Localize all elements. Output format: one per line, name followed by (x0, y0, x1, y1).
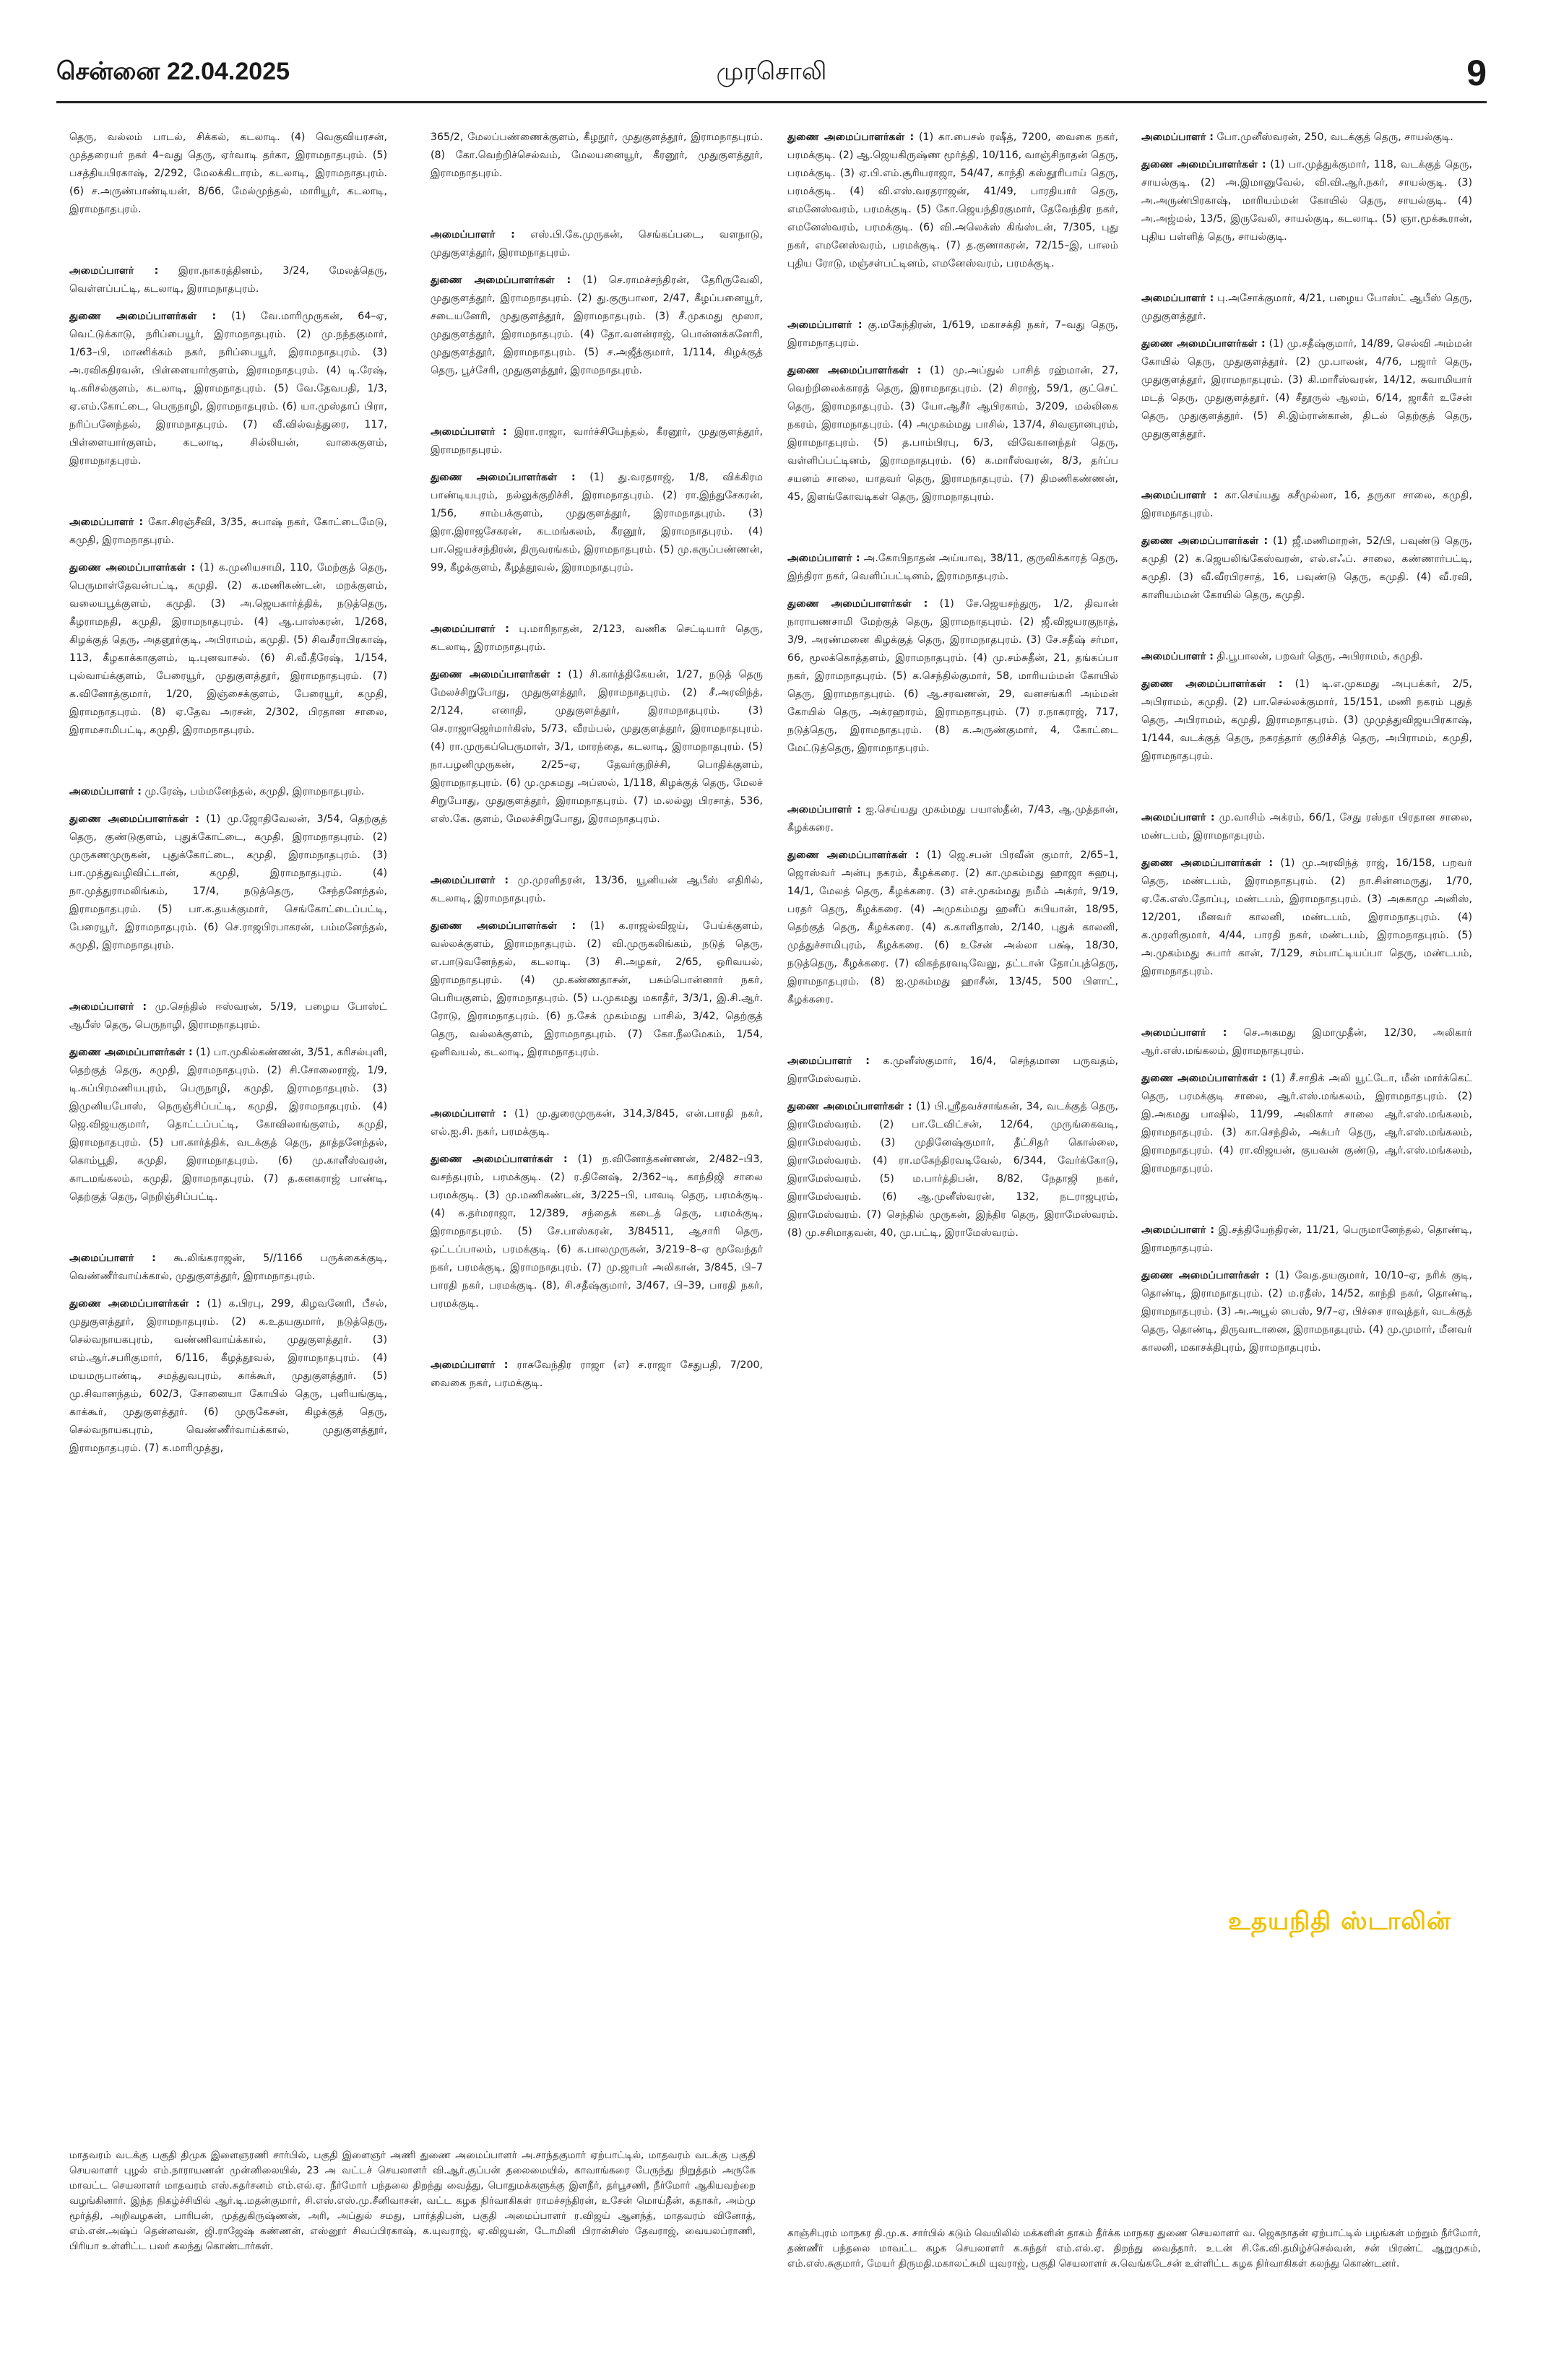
organizer (431, 620, 763, 657)
organizer-text: பு.மாரிநாதன், 2/123, வணிக செட்டியார் தெரு, கடலாடி, இராமநாதபுரம். (431, 623, 764, 653)
deputy-organizers-text: (1) சே.ஜெயசந்துரு, 1/2, திவான் நாராயணசாமி மேற்குத் தெரு, இராமநாதபுரம். (2) ஜீ.விஜயரகுநாத், 3/9, அரண்மனை கிழக்குத் தெரு, இராமநாதபுரம். (3) சே.சதீஷ் சர்மா, 66, மூலக்கொத்தளம், இராமநாதபுரம். (4) மு.சம்சுதீன், 21, தங்கப்பா நகர், இராமநாதபுரம். (5) க.செந்தில்குமார், 58, மாரியம்மன் கோயில் தெரு, இராமநாதபுரம். (6) ஆ.சரவணன், 29, வனசங்கரி அம்மன் கோயில் தெரு, அக்ரஹாரம், இராமநாதபுரம். (7) ர.நாகராஜ், 717, நடுத்தெரு, இராமநாதபுரம். (8) க.அருண்குமார், 4, கோட்டை மேட்டுத்தெரு, இராமநாதபுரம். (787, 598, 1118, 754)
organizer (787, 801, 1118, 837)
deputy-organizers-text: (1) சீ.சாதிக் அலி யூட்டோ, மீன் மார்க்கெட் தெரு, பரமக்குடி சாலை, ஆர்.எஸ்.மங்கலம், இராமநாதபுரம். (2) இ.அகமது பாஷில், 11/99, அலிகார் சாலை ஆர்.எஸ்.மங்கலம், இராமநாதபுரம். (3) கா.செந்தில், அக்பர் தெரு, ஆர்.எஸ்.மங்கலம், இராமநாதபுரம். (4) ரா.விஜயன், குயவன் குண்டு, ஆர்.எஸ்.மங்கலம், இராமநாதபுரம். (1141, 1073, 1473, 1174)
organizer-text: மு.செந்தில் ஈஸ்வரன், 5/19, பழைய போஸ்ட் ஆபீஸ் தெரு, பெருநாழி, இராமநாதபுரம். (69, 1001, 387, 1031)
deputy-organizers (787, 595, 1118, 758)
deputy-organizers (431, 917, 763, 1062)
deputy-organizers-text: (1) க.பிரபு, 299, கிழவனேரி, பீசல், முதுகுளத்தூர், இராமநாதபுரம். (2) க.உதயகுமார், நடுத்தெரு, செல்வநாயகபுரம், வண்ணிவாய்க்கால், முதுகுளத்தூர். (3) எம்.ஆர்.சபரிகுமார், 6/116, கீழத்தூவல், இராமநாதபுரம். (4) மயமருபாண்டி, சமத்துவபுரம், காக்கூர், முதுகுளத்தூர். (5) மு.சிவானந்தம், 602/3, சோனையா கோயில் தெரு, புளியங்குடி, காக்கூர், முதுகுளத்தூர். (6) முருகேசன், கிழக்குத் தெரு, செல்வநாயகபுரம், வெண்ணீர்வாய்க்கால், முதுகுளத்தூர், இராமநாதபுரம். (7) க.மாரிமுத்து, (69, 1298, 387, 1454)
organizer-text: இரா.நாகரத்தினம், 3/24, மேலத்தெரு, வெள்ளப்பட்டி, கடலாடி, இராமநாதபுரம். (69, 265, 388, 295)
appointment-block (787, 129, 1118, 273)
deputy-organizers-text: (1) க.முனியசாமி, 110, மேற்குத் தெரு, பெருமாள்தேவன்பட்டி, கமுதி. (2) க.மணிகண்டன், மறக்குளம், வலையபூக்குளம், கமுதி. (3) அ.ஜெயகார்த்திக், நடுத்தெரு, கீழராமநதி, கமுதி, இராமநாதபுரம். (4) ஆ.பாஸ்கரன், 1/268, கிழக்குத் தெரு, அதனூர்குடி, அபிராமம், கமுதி. (5) சிவசீராபிரகாஷ், 113, கீழகாக்காகுளம், டி.புனவாசல். (6) சி.வீ.தீரேஷ், 1/154, புல்வாய்க்குளம், பேரையூர், முதுகுளத்தூர், இராமநாதபுரம். (7) க.வினோத்குமார், 1/20, இஞ்சைக்குளம், பேரையூர், கமுதி, இராமநாதபுரம். (8) ஏ.தேவ அரசன், 2/302, பிரதான சாலை, இராமசாமிபட்டி, கமுதி, இராமநாதபுரம். (69, 562, 387, 736)
deputy-organizers (1141, 532, 1472, 605)
organizer-label: அமைப்பாளர் : (787, 319, 863, 331)
organizer-text: கா.செய்யது கசீமுல்லா, 16, தருகா சாலை, கமுதி, இராமநாதபுரம். (1141, 490, 1473, 519)
organizer (787, 550, 1118, 586)
column-1 (69, 129, 387, 1501)
deputy-organizers (1141, 156, 1472, 246)
appointment-block (431, 620, 763, 828)
organizer-text: அ.கோபிநாதன் அய்யாவு, 38/11, குருவிக்காரத் தெரு, இந்திரா நகர், வெளிப்பட்டினம், இராமநாதபுரம். (787, 553, 1118, 582)
organizer-text: பு.அசோக்குமார், 4/21, பழைய போஸ்ட் ஆபீஸ் தெரு, முதுகுளத்தூர். (1141, 293, 1473, 322)
signature: உதயநிதி ஸ்டாலின் (1228, 1907, 1451, 1936)
organizer (431, 423, 763, 459)
organizer-text: ராசுவேந்திர ராஜா (எ) ச.ராஜா சேதுபதி, 7/200, வைகை நகர், பரமக்குடி. (431, 1359, 764, 1389)
organizer (1141, 809, 1472, 845)
organizer (787, 1052, 1118, 1089)
deputy-organizers (1141, 1070, 1472, 1178)
deputy-organizers-label: துணை அமைப்பாளர்கள் : (431, 472, 576, 483)
deputy-organizers-text: (1) செ.ராமச்சந்திரன், தேரிருவேலி, முதுகுளத்தூர், இராமநாதபுரம். (2) து.குருபாலா, 2/47, கீழப்பனையூர், சடையனேரி, முதுகுளத்தூர், இராமநாதபுரம். (3) சீ.முகமது மூஸா, முதுகுளத்தூர், இராமநாதபுரம். (4) தோ.வளன்ராஜ், பொன்னக்கனேரி, முதுகுளத்தூர், இராமநாதபுரம். (5) ச.அஜீத்குமார், 1/114, கிழக்குத் தெரு, பூச்சேரி, முதுகுளத்தூர், இராமநாதபுரம். (431, 274, 763, 376)
organizer-label: அமைப்பாளர் : (431, 1108, 507, 1120)
appointment-block (431, 872, 763, 1062)
deputy-organizers-label: துணை அமைப்பாளர்கள் : (787, 598, 928, 610)
deputy-organizers-text: (1) ஜீ.மணிமாறன், 52/பி, பவுண்டு தெரு, கமுதி (2) க.ஜெயலிங்கேஸ்வரன், எல்.எஃப். சாலை, கண்ணார்பட்டி, கமுதி. (3) வீ.வீரபிரசாத், 16, பவுண்டு தெரு, கமுதி. (4) வீ.ரவி, காளியம்மன் கோயில் தெரு, கமுதி. (1141, 535, 1473, 601)
organizer-label: அமைப்பாளர் : (69, 516, 144, 528)
deputy-organizers-label: துணை அமைப்பாளர்கள் : (787, 365, 922, 376)
deputy-organizers-text: (1) மு.சதீஷ்குமார், 14/89, செல்வி அம்மன் கோயில் தெரு, முதுகுளத்தூர். (2) மு.பாலன், 4/76, பஜார் தெரு, முதுகுளத்தூர், இராமநாதபுரம். (3) கி.மாரீஸ்வரன், 14/12, சுவாமியார் மடத் தெரு, முதுகுளத்தூர். (4) சீதூருல் ஆலம், 6/14, ஜாகீர் உசேன் தெரு, முதுகுளத்தூர். (5) சி.இம்ரான்கான், திடல் தெற்குத் தெரு, முதுகுளத்தூர். (1141, 338, 1472, 440)
appointment-block (1141, 129, 1472, 246)
deputy-organizers (1141, 854, 1472, 981)
organizer-text: கு.மகேந்திரன், 1/619, மகாசக்தி நகர், 7–வது தெரு, இராமநாதபுரம். (787, 319, 1118, 349)
organizer-label: அமைப்பாளர் : (69, 1252, 156, 1264)
appointment-block (431, 1356, 763, 1393)
deputy-organizers (69, 559, 387, 740)
appointment-block (431, 226, 763, 380)
deputy-organizers-label: துணை அமைப்பாளர்கள் : (69, 813, 199, 825)
appointment-block (787, 550, 1118, 758)
deputy-organizers (787, 129, 1118, 273)
organizer-label: அமைப்பாளர் : (787, 804, 862, 815)
deputy-organizers (69, 1295, 387, 1458)
organizer-text: மு.முரளிதரன், 13/36, யூனியன் ஆபீஸ் எதிரில், கடலாடி, இராமநாதபுரம். (431, 875, 763, 904)
deputy-organizers-label: துணை அமைப்பாளர்கள் : (69, 311, 217, 322)
column-3 (787, 129, 1118, 1286)
organizer-text: இரா.ராஜா, வார்ச்சியேந்தல், கீரனூர், முதுகுளத்தூர், இராமநாதபுரம். (431, 426, 763, 456)
appointment-block (431, 1105, 763, 1313)
deputy-organizers (69, 308, 387, 470)
deputy-organizers-label: துணை அமைப்பாளர்கள் : (69, 1298, 200, 1310)
deputy-organizers (69, 1044, 387, 1206)
deputy-organizers (431, 469, 763, 577)
organizer-label: அமைப்பாளர் : (1141, 1224, 1215, 1236)
organizer-text: கூ.லிங்கராஜன், 5//1166 பருக்கைக்குடி, வெண்ணீர்வாய்க்கால், முதுகுளத்தூர், இராமநாதபுரம். (69, 1252, 387, 1282)
deputy-organizers (431, 1151, 763, 1313)
appointment-block (69, 1250, 387, 1458)
continued-text-text: தெரு, வல்லம் பாடல், சிக்கல், கடலாடி. (4) வெகுவியரசன், முத்தரையர் நகர் 4–வது தெரு, ஏர்வாடி தர்கா, இராமநாதபுரம். (5) பசத்தியபிரகாஷ், 2/292, மேலக்கிடாரம், கடலாடி, இராமநாதபுரம். (6) ச.அருண்பாண்டியன், 8/66, மேல்முந்தல், மாரியூர், கடலாடி, இராமநாதபுரம். (69, 131, 387, 215)
deputy-organizers-text: (1) ஜெ.சபன் பிரவீன் குமார், 2/65–1, ஜொஸ்வர் அன்பு நகரம், கீழக்கரை. (2) கா.முகம்மது ஹாஜா சுஹபு, 14/1, மேலத் தெரு, கீழக்கரை. (3) எச்.முகம்மது நமீம் அக்ரர், 9/19, பரதர் தெரு, கீழக்கரை. (4) அமுகம்மது ஹனீப் சுபியான், 18/95, தெற்குத் தெரு, கீழக்கரை. (4) க.காளிதாஸ், 2/140, புதுக் காலனி, முத்துச்சாமிபுரம், கீழக்கரை. (6) உசேன் அல்லா பக்ஷ், 18/30, நடுத்தெரு, கீழக்கரை. (7) விகந்தரவடிவேலு, தட்டான் தோப்புத்தெரு, இராமநாதபுரம். (8) ஐ.முகம்மது ஹாசீன், 13/45, 500 பிளாட், கீழக்கரை. (787, 849, 1119, 1005)
organizer-text: இ.சத்தியேந்திரன், 11/21, பெருமானேந்தல், தொண்டி, இராமநாதபுரம். (1141, 1224, 1472, 1254)
appointment-block (431, 423, 763, 577)
organizer (787, 316, 1118, 352)
deputy-organizers-text: (1) மு.அப்துல் பாசித் ரஹ்மான், 27, வெற்றிலைக்காரத் தெரு, இராமநாதபுரம். (2) சிராஜ், 59/1, குட்செட் தெரு, இராமநாதபுரம். (3) யோ.ஆசீர் ஆபிரகாம், 3/209, மல்லிகை நகரம், இராமநாதபுரம். (4) அமுகம்மது பாசில், 137/4, சிவஞானபுரம், இராமநாதபுரம். (5) த.பாம்பிரபு, 6/3, விவேகானந்தர் தெரு, வள்ளிப்பட்டினம், இராமநாதபுரம். (6) க.மாரீஸ்வரன், 8/3, தர்ப்ப சயனம் சாலை, யாதவர் தெரு, இராமநாதபுரம். (7) திமணிகண்ணன், 45, இளங்கோவடிகள் தெரு, இராமநாதபுரம். (787, 365, 1118, 503)
organizer-label: அமைப்பாளர் : (1141, 490, 1218, 501)
masthead-rule (56, 101, 1487, 103)
organizer (1141, 290, 1472, 326)
appointment-block (1141, 648, 1472, 766)
deputy-organizers (787, 847, 1118, 1009)
deputy-organizers (1141, 335, 1472, 443)
appointment-block (69, 514, 387, 740)
organizer (431, 872, 763, 908)
deputy-organizers-text: (1) க.ராஜல்விஜய், பேய்க்குளம், வல்லக்குளம், இராமநாதபுரம். (2) வி.முருகலிங்கம், நடுத் தெரு, எ.பாடுவனேந்தல், கடலாடி. (3) சி.அழகர், 2/65, ஒரிவயல், இராமநாதபுரம். (4) மு.கண்ணதாசன், பசும்பொன்னார் நகர், பெரியகுளம், இராமநாதபுரம். (5) ப.முகமது மகாதீர், 3/3/1, இ.சி.ஆர். ரோடு, இராமநாதபுரம். (6) ந.சேக் முகம்மது பாசில், 3/42, தெற்குத் தெரு, வல்லக்குளம், இராமநாதபுரம். (7) கோ.நீலமேகம், 1/54, ஒளிவயல், கடலாடி, இராமநாதபுரம். (431, 920, 763, 1058)
organizer-text: கோ.சிரஞ்சீவி, 3/35, சுபாஷ் நகர், கோட்டைமேடு, கமுதி, இராமநாதபுரம். (69, 516, 387, 546)
deputy-organizers (787, 1098, 1118, 1242)
organizer (1141, 648, 1472, 666)
deputy-organizers-label: துணை அமைப்பாளர்கள் : (431, 669, 561, 680)
deputy-organizers-label: துணை அமைப்பாளர்கள் : (1141, 535, 1268, 547)
appointment-block (787, 801, 1118, 1009)
organizer-label: அமைப்பாளர் : (1141, 651, 1214, 662)
masthead (56, 55, 1487, 98)
organizer (69, 514, 387, 550)
appointment-block (69, 998, 387, 1206)
organizer (69, 783, 387, 801)
organizer-label: அமைப்பாளர் : (787, 553, 860, 564)
deputy-organizers-label: துணை அமைப்பாளர்கள் : (787, 849, 920, 861)
deputy-organizers-label: துணை அமைப்பாளர்கள் : (69, 1047, 193, 1058)
organizer-label: அமைப்பாளர் : (69, 265, 159, 277)
deputy-organizers (431, 272, 763, 380)
deputy-organizers-text: (1) பா.முத்துக்குமார், 118, வடக்குத் தெரு, சாயல்குடி. (2) அ.இமானுவேல், வி.வி.ஆர்.நகர், சாயல்குடி. (3) அ.அருண்பிரகாஷ், மாரியம்மன் கோயில் தெரு, சாயல்குடி. (4) அ.அஜ்மல், 13/5, இருவேலி, சாயல்குடி, கடலாடி. (5) ஞா.மூக்கூரான், புதிய பள்ளித் தெரு, சாயல்குடி. (1141, 159, 1473, 243)
deputy-organizers-text: (1) வேத.தயகுமார், 10/10–ஏ, நரிக் குடி, தொண்டி, இராமநாதபுரம். (2) ம.ரதீஸ், 14/52, காந்தி நகர், தொண்டி, இராமநாதபுரம். (3) அ.அபூல் பைஸ், 9/7–ஏ, பிச்சை ராவுத்தர், வடக்குத் தெரு, தொண்டி, திருவாடானை, இராமநாதபுரம். (4) மு.முமார், மீனவர் காலனி, மகாசக்திபுரம், இராமநாதபுரம். (1141, 1270, 1473, 1354)
column-2 (431, 129, 763, 1436)
deputy-organizers-text: (1) சி.கார்த்திகேயன், 1/27, நடுத் தெரு மேலச்சிறுபோது, முதுகுளத்தூர், இராமநாதபுரம். (2) சீ.அரவிந்த், 2/124, எனாதி, முதுகுளத்தூர், இராமநாதபுரம். (3) செ.ராஜாஜெர்மார்கிஸ், 5/73, வீரம்பல், முதுகுளத்தூர், இராமநாதபுரம். (4) ரா.முருகப்பெருமாள், 3/1, மாரந்தை, கடலாடி, இராமநாதபுரம். (5) நா.பழனிமுருகன், 2/25–ஏ, தேவர்குறிச்சி, பொதிக்குளம், இராமநாதபுரம். (6) மு.முகமது அப்ஸல், 1/118, கிழக்குத் தெரு, மேலச் சிறுபோது, முதுகுளத்தூர், இராமநாதபுரம். (7) ம.லல்லு பிரசாத், 536, எஸ்.கே. குளம், மேலச்சிறுபோது, இராமநாதபுரம். (431, 669, 763, 825)
deputy-organizers-label: துணை அமைப்பாளர்கள் : (69, 562, 196, 574)
deputy-organizers-label: துணை அமைப்பாளர்கள் : (787, 1101, 912, 1112)
organizer (69, 1250, 387, 1286)
deputy-organizers-text: (1) பா.முகில்கண்ணன், 3/51, கரிசல்புளி, தெற்குத் தெரு, கமுதி, இராமநாதபுரம். (2) சி.சோலைராஜ், 1/9, டி.சுப்பிரமணியபுரம், பெருநாழி, கமுதி, இராமநாதபுரம். (3) இமுனியபோஸ், நெருஞ்சிப்பட்டி, கமுதி, இராமநாதபுரம். (4) ஜெ.விஜயகுமார், தொட்டப்பட்டி, கோவிலாங்குளம், கமுதி, இராமநாதபுரம். (5) பா.கார்த்திக், வடக்குத் தெரு, தாத்தனேந்தல், கொம்பூதி, கமுதி, இராமநாதபுரம். (6) மு.காளீஸ்வரன், காடமங்கலம், கமுதி, இராமநாதபுரம். (7) த.கனகராஜ் பாண்டி, தெற்குத் தெரு, நெறிஞ்சிப்பட்டி. (69, 1047, 388, 1203)
organizer (431, 1356, 763, 1393)
newspaper-name: முரசொலி (716, 58, 827, 85)
appointment-block (1141, 809, 1472, 981)
organizer-label: அமைப்பாளர் : (1141, 812, 1215, 823)
appointment-block (1141, 487, 1472, 605)
appointment-block (1141, 1024, 1472, 1178)
deputy-organizers-label: துணை அமைப்பாளர்கள் : (1141, 159, 1266, 170)
deputy-organizers-label: துணை அமைப்பாளர்கள் : (431, 920, 576, 932)
deputy-organizers-text: (1) கா.பைசல் ரஷீத், 7200, வைகை நகர், பரமக்குடி. (2) ஆ.ஜெயகிருஷ்ண மூர்த்தி, 10/116, வாஞ்சிநாதன் தெரு, பரமக்குடி. (3) ஏ.பி.எம்.சூரியராஜா, 54/47, காந்தி கஸ்தூரிபாய் தெரு, பரமக்குடி. (4) வி.எஸ்.வரதராஜன், 41/49, பாரதியார் தெரு, எமனேஸ்வரம், பரமக்குடி. (5) கோ.ஜெயந்திரகுமார், தேவேந்திர நகர், எமனேஸ்வரம், பரமக்குடி. (6) வி.அலெக்ஸ் கிங்ஸ்டன், 7/305, புது நகர், எமனேஸ்வரம், பரமக்குடி. (7) த.குணாகரன், 72/15–இ, பாலம் புதிய ரோடு, மஞ்சள்பட்டினம், எமனேஸ்வரம், பரமக்குடி. (787, 131, 1119, 269)
organizer-label: அமைப்பாளர் : (1141, 1027, 1227, 1039)
deputy-organizers (1141, 1267, 1472, 1357)
deputy-organizers-text: (1) வே.மாரிமுருகன், 64–ஏ, வெட்டுக்காடு, நரிப்பையூர், இராமநாதபுரம். (2) மு.நந்தகுமார், 1/63–பி, மாணிக்கம் நகர், நரிப்பையூர், இராமநாதபுரம். (3) அ.ரவிகதிரவன், பிள்ளையார்குளம், இராமநாதபுரம். (4) டி.ரேஷ், டி.கரிசல்குளம், கடலாடி, இராமநாதபுரம். (5) வே.தேவபதி, 1/3, ஏ.எம்.கோட்டை, பெருநாழி, இராமநாதபுரம். (6) யா.முஸ்தாப் பிரா, நரிப்பனேந்தல், இராமநாதபுரம். (7) வீ.வில்வத்துரை, 117, பிள்ளையார்குளம், கடலாடி, சில்லியன், வாகைகுளம், இராமநாதபுரம். (69, 311, 388, 467)
continued-text-text: 365/2, மேலப்பண்ணைக்குளம், கீழநூர், முதுகுளத்தூர், இராமநாதபுரம். (8) கோ.வெற்றிச்செல்வம், மேலயனையூர், கீரனூர், முதுகுளத்தூர், இராமநாதபுரம். (431, 131, 763, 179)
appointment-block (69, 129, 387, 219)
deputy-organizers-text: (1) பி.ஸ்ரீதவச்சாங்கன், 34, வடக்குத் தெரு, இராமேஸ்வரம். (2) பா.டேவிட்சன், 12/64, முருங்கைவடி, இராமேஸ்வரம். (3) முதினேஷ்குமார், தீட்சிதர் கொல்லை, இராமேஸ்வரம். (4) ரா.மகேந்திரவடிவேல், 6/344, வேர்க்கோடு, இராமேஸ்வரம். (5) ம.பார்த்திபன், 8/82, நேதாஜி நகர், இராமேஸ்வரம். (6) ஆ.முனீஸ்வரன், 132, நடராஜபுரம், இராமேஸ்வரம். (7) செந்தில் முருகன், இந்திர தெரு, இராமேஸ்வரம். (8) மு.சசிமாதவன், 40, மு.பட்டி, இராமேஸ்வரம். (787, 1101, 1118, 1239)
organizer-label: அமைப்பாளர் : (431, 1359, 509, 1371)
organizer (69, 262, 387, 298)
deputy-organizers-label: துணை அமைப்பாளர்கள் : (1141, 1270, 1269, 1281)
deputy-organizers-label: துணை அமைப்பாளர்கள் : (1141, 338, 1266, 350)
organizer (431, 226, 763, 262)
deputy-organizers-label: துணை அமைப்பாளர்கள் : (431, 274, 571, 286)
organizer (1141, 129, 1472, 147)
organizer-text: (1) மு.துரைமுருகன், 314,3/845, என்.பாரதி நகர், எல்.ஐ.சி. நகர், பரமக்குடி. (431, 1108, 764, 1138)
appointment-block (1141, 1221, 1472, 1357)
deputy-organizers (69, 810, 387, 955)
organizer-label: அமைப்பாளர் : (1141, 293, 1214, 304)
organizer-text: மு.வாசிம் அக்ரம், 66/1, சேது ரஸ்தா பிரதான சாலை, மண்டபம், இராமநாதபுரம். (1141, 812, 1472, 841)
organizer-label: அமைப்பாளர் : (787, 1055, 870, 1067)
continued-text (69, 129, 387, 219)
appointment-block (69, 262, 387, 470)
organizer (1141, 1024, 1472, 1060)
organizer-text: தி.பூபாலன், பறவர் தெரு, அபிராமம், கமுதி. (1216, 651, 1423, 662)
deputy-organizers (787, 362, 1118, 506)
appointment-block (69, 783, 387, 955)
deputy-organizers-text: (1) து.வரதராஜ், 1/8, விக்கிரம பாண்டியபுரம், நல்லுக்குறிச்சி, இராமநாதபுரம். (2) ரா.இந்துசேகரன், 1/56, சாம்பக்குளம், முதுகுளத்தூர், இராமநாதபுரம். (3) இரா.இராஜசேகரன், கடமங்கலம், கீரனூர், இராமநாதபுரம். (4) பா.ஜெயச்சந்திரன், திருவரங்கம், இராமநாதபுரம். (5) மு.கருப்பண்ணன், 99, கீழக்குளம், கீழத்தூவல், இராமநாதபுரம். (431, 472, 763, 574)
appointment-block (787, 316, 1118, 506)
organizer-label: அமைப்பாளர் : (1141, 131, 1214, 143)
appointment-block (787, 1052, 1118, 1242)
deputy-organizers-text: (1) மு.ஜோதிவேலன், 3/54, தெற்குத் தெரு, குண்டுகுளம், புதுக்கோட்டை, கமுதி, இராமநாதபுரம். (2) முருகணமுருகன், புதுக்கோட்டை, கமுதி, இராமநாதபுரம். (3) பா.முத்துவழிவிட்டான், கமுதி, இராமநாதபுரம். (4) நா.முத்துராமலிங்கம், 17/4, நடுத்தெரு, சேந்தனேந்தல், இராமநாதபுரம். (5) பா.க.தயக்குமார், செங்கோட்டைப்பட்டி, பேரையூர், இராமநாதபுரம். (6) செ.ராஜபிரபாகரன், பம்மனேந்தல், கமுதி, இராமநாதபுரம். (69, 813, 387, 951)
deputy-organizers-label: துணை அமைப்பாளர்கள் : (1141, 1073, 1267, 1084)
photo-caption-kanchipuram: காஞ்சிபுரம் மாநகர தி.மு.க. சார்பில் கடும் வெயிலில் மக்களின் தாகம் தீர்க்க மாநகர துணை செயலாளர் வ. ஜெகநாதன் ஏற்பாட்டில் பழங்கள் மற்றும் நீர்மோர், தண்ணீர் பந்தலை மாவட்ட கழக செயலாளர் க.சுந்தர் எம்.எல்.ஏ. திறந்து வைத்தார். உடன் சி.கே.வி.தமிழ்ச்செல்வன், சன் பிரண்ட் ஆறுமுகம், எம்.எஸ்.சுகுமார், மேயர் திருமதி.மகாலட்சுமி யுவராஜ், பகுதி செயலாளர் சு.வெங்கடேசன் உள்ளிட்ட கழக நிர்வாகிகள் கலந்து கொண்டனர். (787, 2228, 1481, 2269)
appointment-block (431, 129, 763, 183)
organizer-label: அமைப்பாளர் : (431, 875, 509, 886)
deputy-organizers-label: துணை அமைப்பாளர்கள் : (1141, 678, 1283, 690)
deputy-organizers-text: (1) ந.வினோத்கண்ணன், 2/482–பி3, வசந்தபுரம், பரமக்குடி. (2) ர.தினேஷ், 2/362–டி, காந்திஜி சாலை பரமக்குடி. (3) மு.மணிகண்டன், 3/225–பி, பாவடி தெரு, பரமக்குடி. (4) சு.தர்மராஜா, 12/389, சந்தைக் கடைத் தெரு, பரமக்குடி, இராமநாதபுரம். (5) சே.பாஸ்கரன், 3/84511, ஆசாரி தெரு, ஒட்டப்பாலம், பரமக்குடி. (6) க.பாலமுருகன், 3/219–8–ஏ மூவேந்தர் நகர், பரமக்குடி, இராமநாதபுரம். (7) மு.ஜாபர் அலிகான், 3/845, பி–7 பாரதி நகர், பரமக்குடி. (8), சி.சதீஷ்குமார், 3/467, பி–39, பாரதி நகர், பரமக்குடி. (431, 1154, 763, 1310)
organizer-label: அமைப்பாளர் : (431, 426, 507, 438)
appointment-block (1141, 290, 1472, 443)
organizer-label: அமைப்பாளர் : (69, 1001, 147, 1013)
continued-text (431, 129, 763, 183)
organizer-label: அமைப்பாளர் : (431, 623, 509, 635)
organizer-text: மு.ரேஷ், பம்மனேந்தல், கமுதி, இராமநாதபுரம். (144, 786, 365, 797)
organizer (1141, 487, 1472, 523)
organizer-text: எஸ்.பி.கே.முருகன், செங்கப்படை, வளநாடு, முதுகுளத்தூர், இராமநாதபுரம். (431, 229, 763, 259)
organizer (69, 998, 387, 1034)
deputy-organizers-label: துணை அமைப்பாளர்கள் : (1141, 857, 1274, 869)
deputy-organizers (431, 666, 763, 828)
page-number: 9 (1466, 53, 1487, 93)
organizer-text: செ.அகமது இமாமுதீன், 12/30, அலிகார் ஆர்.எஸ்.மங்கலம், இராமநாதபுரம். (1141, 1027, 1473, 1057)
organizer (1141, 1221, 1472, 1258)
organizer-text: போ.முனீஸ்வரன், 250, வடக்குத் தெரு, சாயல்குடி. (1216, 131, 1453, 143)
organizer (431, 1105, 763, 1141)
deputy-organizers-text: (1) டி.எ.முகமது அபுபக்கர், 2/5, அபிராமம், கமுதி. (2) பா.செல்லக்குமார், 15/151, மணி நகரம் புதுத் தெரு, அபிராமம், கமுதி, இராமநாதபுரம். (3) முமுத்துவிஜயபிரகாஷ், 1/144, வடக்குத் தெரு, நகரத்தார் குறிச்சித் தெரு, அபிராமம், கமுதி, இராமநாதபுரம். (1141, 678, 1473, 762)
deputy-organizers-label: துணை அமைப்பாளர்கள் : (431, 1154, 568, 1165)
organizer-label: அமைப்பாளர் : (431, 229, 515, 241)
organizer-text: க.முனீஸ்குமார், 16/4, செந்தமான பருவதம், இராமேஸ்வரம். (787, 1055, 1119, 1085)
deputy-organizers (1141, 675, 1472, 766)
issue-date: சென்னை 22.04.2025 (56, 58, 290, 85)
organizer-text: ஐ.செய்யது முகம்மது பயாஸ்தீன், 7/43, ஆ.முத்தான், கீழக்கரை. (787, 804, 1118, 834)
organizer-label: அமைப்பாளர் : (69, 786, 142, 797)
photo-caption-madhavaram: மாதவரம் வடக்கு பகுதி திமுக இளைஞரணி சார்பில், பகுதி இளைஞர் அணி துணை அமைப்பாளர் அ.சாந்தகுமார் ஏற்பாட்டில், மாதவரம் வடக்கு பகுதி செயலாளர் புழல் எம்.நாராயணன் முன்னிலையில், 23 அ வட்டச் செயலாளர் வி.ஆர்.குப்பன் தலைமையில், காவாங்கரை பேருந்து நிறுத்தம் அருகே மாவட்ட செயலாளர் மாதவரம் எஸ்.சுதர்சனம் எம்.எல்.ஏ. நீர்மோர் பந்தலை திறந்து வைத்து, பொதுமக்களுக்கு இளநீர், தர்பூசணி, நீர்மோர் ஆகியவற்றை வழங்கினார். இந்த நிகழ்ச்சியில் ஆர்.டி.மதன்குமார், சி.எஸ்.எஸ்.மு.சீனிவாசன், வட்ட கழக நிர்வாகிகள் ராமச்சந்திரன், உசேன் மொய்தீன், கதாகர், அம்மு மூர்த்தி, அறிவழகன், பாரிபன், முத்துகிருஷ்ணன், அரி, அப்துல் சமது, பார்த்திபன், பகுதி அமைப்பாளர் ர.விஜய் ஆனந்த், மாதவரம் வினோத், எம்.என்.அஷ்ப் தென்னவன், ஜி.ராஜேஷ் கண்ணன், எஸ்னூர் சிவப்பிரகாஷ், க.யுவராஜ், ஏ.விஜயன், டோமினி பிரான்சிஸ் தேவராஜ், வையலப்ராணி, பிரியா உள்ளிட்ட பலர் கலந்து கொண்டார்கள். (69, 2150, 756, 2252)
deputy-organizers-text: (1) மு.அரவிந்த் ராஜ், 16/158, பறவர் தெரு, மண்டபம், இராமநாதபுரம். (2) நா.சின்னமருது, 1/70, ஏ.கே.எஸ்.தோப்பு, மண்டபம், இராமநாதபுரம். (3) அசுகாமு அனிஸ், 12/201, மீனவர் காலனி, மண்டபம், இராமநாதபுரம். (4) க.முரளிகுமார், 4/44, பாரதி நகர், மண்டபம், இராமநாதபுரம். (5) அ.முகம்மது சுபார் கான், 7/129, சம்பாட்டியப்பா தெரு, மண்டபம், இராமநாதபுரம். (1141, 857, 1473, 977)
deputy-organizers-label: துணை அமைப்பாளர்கள் : (787, 131, 915, 143)
column-4 (1141, 129, 1472, 1401)
